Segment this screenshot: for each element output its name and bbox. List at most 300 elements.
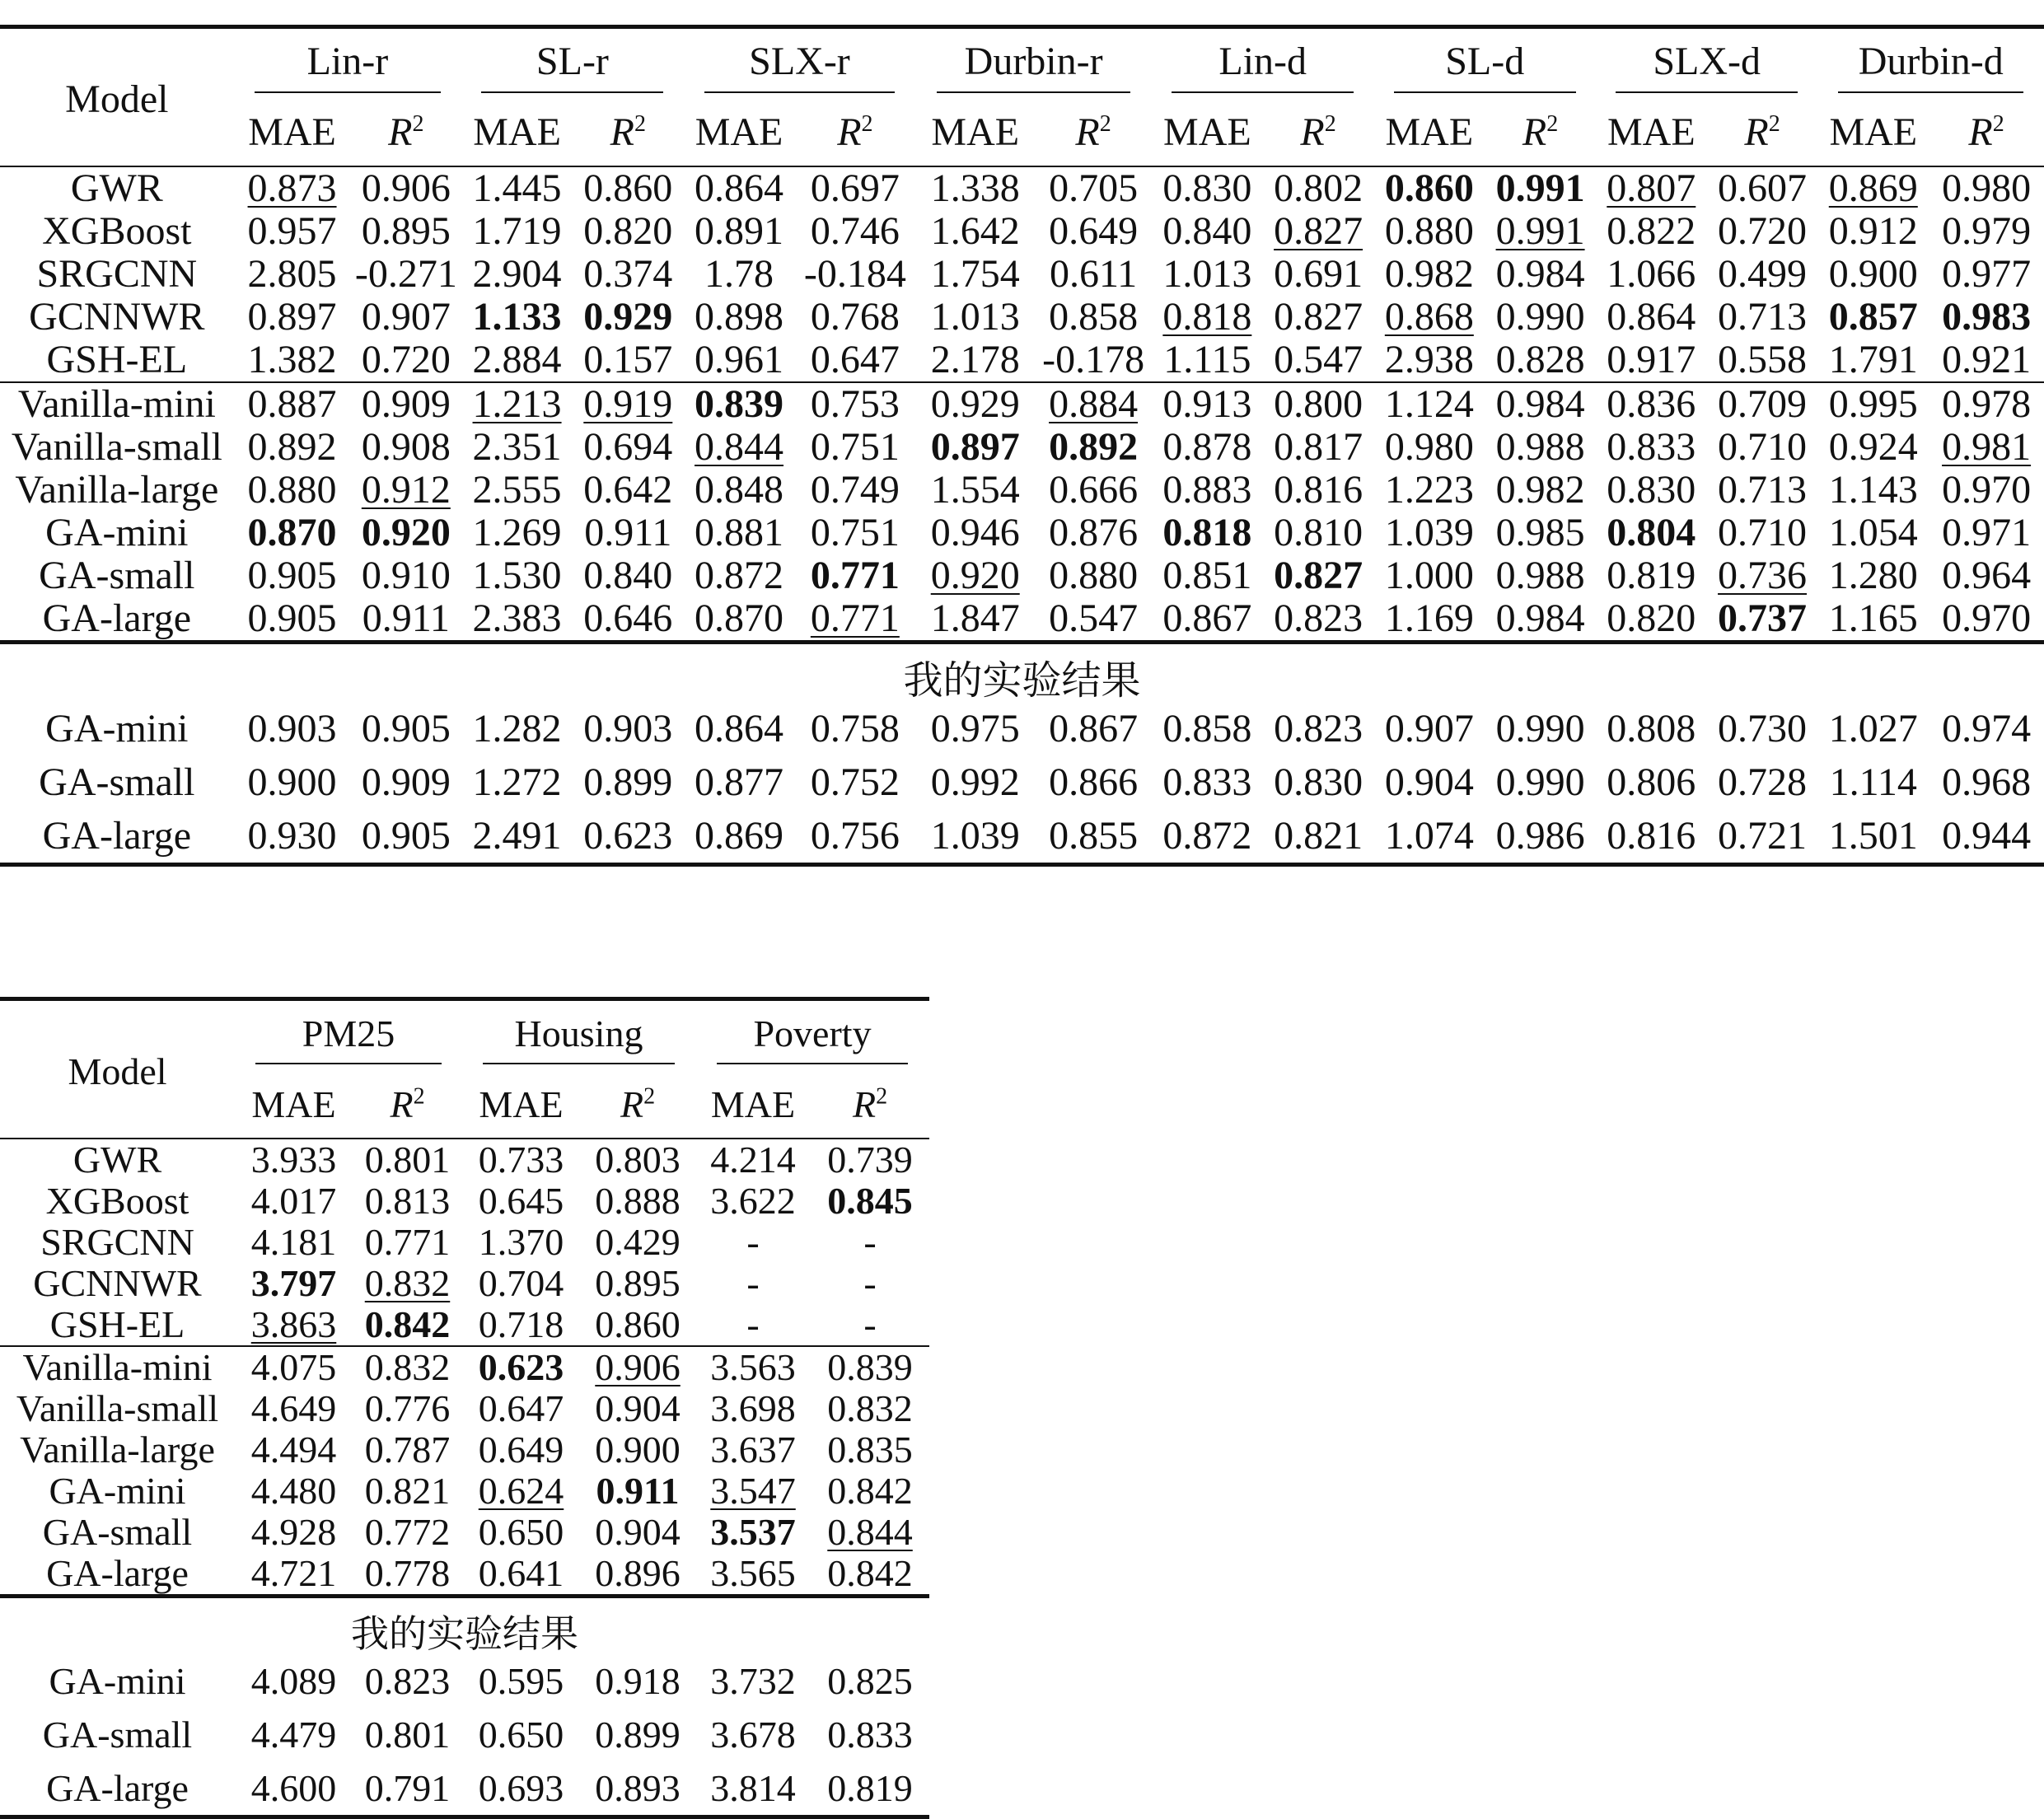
my-results-label-row (0, 1613, 929, 1654)
metric-value-cell: 4.480 (250, 1470, 337, 1512)
metric-value-cell: 0.808 (1607, 706, 1696, 751)
metric-value-cell: 0.558 (1718, 338, 1808, 381)
metric-value-cell: 1.501 (1817, 809, 1929, 865)
metric-value-cell: 1.280 (1828, 554, 1918, 597)
metric-value-cell: 0.968 (1942, 760, 2032, 804)
metric-value-cell: 0.832 (364, 1262, 451, 1304)
metric-value-cell: 0.820 (583, 209, 673, 253)
metric-value-cell: 0.905 (234, 597, 351, 643)
metric-value-cell: 0.904 (595, 1387, 681, 1429)
metric-value-cell: 0.995 (1817, 382, 1929, 426)
metric-value-cell: 0.897 (247, 295, 337, 339)
metric-value-cell: 1.054 (1828, 511, 1918, 554)
metric-header-mae: MAE (1607, 110, 1696, 154)
metric-value-cell: 0.718 (478, 1303, 564, 1345)
metric-value-cell: 0.988 (1495, 425, 1585, 469)
metric-value-cell: 0.957 (247, 209, 337, 253)
metric-value-cell: 0.649 (1049, 209, 1139, 253)
metric-value-cell: 1.272 (472, 760, 562, 804)
metric-value-cell: 0.907 (361, 295, 451, 339)
metric-value-cell: 1.282 (472, 706, 562, 751)
metric-value-cell: 0.990 (1495, 760, 1585, 804)
metric-value-cell: 0.869 (684, 809, 795, 865)
my-results-label: 我的实验结果 (351, 1611, 579, 1656)
metric-value-cell: 1.124 (1373, 382, 1485, 426)
table-row (0, 1708, 929, 1761)
table-row (0, 296, 2044, 339)
metric-value-cell: - (746, 1303, 760, 1345)
metric-value-cell: 0.908 (361, 425, 451, 469)
metric-value-cell: 1.115 (1163, 338, 1251, 381)
metric-header-r2: $R^2$ (1075, 110, 1111, 154)
metric-header-mae: MAE (931, 110, 1020, 154)
metric-value-cell: 0.650 (478, 1713, 564, 1756)
metric-value-cell: 0.900 (595, 1429, 681, 1471)
metric-header-mae: MAE (473, 110, 561, 154)
my-results-label: 我的实验结果 (903, 657, 1141, 704)
spacer-row (0, 643, 2044, 660)
metric-value-cell: 0.595 (478, 1659, 564, 1702)
metric-value-cell: 0.981 (1942, 425, 2032, 469)
metric-value-cell: 1.370 (478, 1221, 564, 1263)
table-row (0, 597, 2044, 643)
metric-value-cell: 1.338 (930, 166, 1020, 210)
metric-value-cell: 4.600 (235, 1761, 353, 1817)
metric-value-cell: 0.844 (695, 425, 784, 469)
metric-value-cell: 1.791 (1828, 338, 1918, 381)
metric-value-cell: 0.830 (1162, 166, 1252, 210)
metric-value-cell: 0.694 (583, 425, 673, 469)
metric-value-cell: 0.892 (1049, 425, 1139, 469)
table1-header-metrics (0, 100, 2044, 166)
metric-value-cell: 4.089 (250, 1659, 337, 1702)
metric-value-cell: 0.845 (827, 1180, 913, 1222)
metric-value-cell: 0.830 (1274, 760, 1363, 804)
metric-value-cell: 0.821 (364, 1470, 451, 1512)
metric-header-mae: MAE (248, 110, 336, 154)
metric-value-cell: 0.961 (695, 338, 784, 381)
metric-value-cell: 0.547 (1274, 338, 1363, 381)
metric-value-cell: 0.697 (810, 166, 900, 210)
metric-value-cell: 1.269 (472, 511, 562, 554)
metric-value-cell: 0.720 (1718, 209, 1808, 253)
metric-value-cell: 0.825 (827, 1659, 913, 1702)
metric-value-cell: 0.876 (1049, 511, 1139, 554)
metric-value-cell: 0.912 (1828, 209, 1918, 253)
metric-value-cell: 0.713 (1718, 468, 1808, 512)
metric-value-cell: 0.771 (810, 554, 900, 597)
metric-value-cell: 0.909 (361, 760, 451, 804)
model-column-header: Model (0, 999, 235, 1139)
metric-value-cell: 1.847 (915, 597, 1035, 643)
model-name-cell: Vanilla-small (11, 425, 222, 469)
model-name-cell: GA-mini (49, 1470, 186, 1512)
metric-value-cell: 1.013 (1162, 252, 1252, 296)
metric-value-cell: 0.910 (361, 554, 451, 597)
metric-header-mae: MAE (695, 110, 783, 154)
metric-value-cell: 2.555 (472, 468, 562, 512)
table-row (0, 166, 2044, 210)
metric-value-cell: 0.710 (1718, 511, 1808, 554)
model-name-cell: XGBoost (45, 1180, 189, 1222)
metric-value-cell: 0.983 (1942, 295, 2032, 339)
metric-value-cell: 0.749 (810, 468, 900, 512)
metric-value-cell: 0.907 (1384, 706, 1474, 751)
my-results-label-row (0, 659, 2044, 702)
metric-value-cell: 0.713 (1718, 295, 1808, 339)
results-table-real (0, 997, 929, 1819)
metric-value-cell: 1.013 (930, 295, 1020, 339)
metric-value-cell: 2.491 (461, 809, 573, 865)
table-row (0, 253, 2044, 296)
metric-value-cell: 0.930 (234, 809, 351, 865)
metric-value-cell: 0.911 (584, 511, 672, 554)
model-name-cell: Vanilla-small (16, 1387, 219, 1429)
metric-value-cell: 0.891 (695, 209, 784, 253)
metric-value-cell: 0.806 (1607, 760, 1696, 804)
metric-value-cell: 2.938 (1384, 338, 1474, 381)
metric-value-cell: 0.650 (478, 1511, 564, 1553)
metric-value-cell: 0.904 (595, 1511, 681, 1553)
metric-value-cell: 0.758 (810, 706, 900, 751)
metric-value-cell: 0.971 (1942, 511, 2032, 554)
metric-value-cell: 0.895 (361, 209, 451, 253)
metric-value-cell: 2.383 (461, 597, 573, 643)
metric-value-cell: 2.884 (472, 338, 562, 381)
metric-value-cell: 0.974 (1942, 706, 2032, 751)
metric-value-cell: 0.641 (462, 1553, 580, 1597)
metric-value-cell: 0.823 (1274, 706, 1363, 751)
metric-value-cell: - (746, 1221, 760, 1263)
table-row (0, 702, 2044, 755)
metric-value-cell: 0.827 (1274, 295, 1363, 339)
metric-value-cell: 0.827 (1274, 209, 1363, 253)
dataset-header-durbin-d: Durbin-d (1817, 27, 2044, 101)
metric-value-cell: 0.899 (595, 1713, 681, 1756)
metric-value-cell: 1.530 (472, 554, 562, 597)
metric-value-cell: 0.868 (1384, 295, 1474, 339)
metric-value-cell: 0.864 (1607, 295, 1696, 339)
metric-value-cell: 0.867 (1049, 706, 1139, 751)
metric-header-mae: MAE (710, 1083, 796, 1125)
metric-value-cell: 3.732 (710, 1659, 796, 1702)
metric-value-cell: 0.906 (580, 1346, 695, 1388)
metric-value-cell: 0.870 (247, 511, 337, 554)
metric-value-cell: 1.213 (461, 382, 573, 426)
metric-value-cell: 0.611 (1049, 252, 1138, 296)
metric-value-cell: 0.746 (810, 209, 900, 253)
metric-value-cell: 0.819 (1607, 554, 1696, 597)
metric-value-cell: 4.928 (250, 1511, 337, 1553)
metric-value-cell: 0.810 (1274, 511, 1363, 554)
metric-value-cell: 0.986 (1485, 809, 1596, 865)
model-name-cell: Vanilla-mini (0, 382, 234, 426)
metric-value-cell: 0.771 (364, 1221, 451, 1263)
results-table-synthetic (0, 25, 2044, 867)
metric-value-cell: 0.751 (810, 511, 900, 554)
model-column-header: Model (0, 27, 234, 167)
metric-value-cell: 0.893 (580, 1761, 695, 1817)
metric-value-cell: 0.920 (361, 511, 451, 554)
metric-value-cell: 4.214 (710, 1139, 796, 1181)
model-name-cell: GSH-EL (46, 338, 188, 381)
metric-value-cell: 0.819 (811, 1761, 929, 1817)
metric-value-cell: 0.860 (595, 1303, 681, 1345)
metric-value-cell: 0.840 (1162, 209, 1252, 253)
metric-value-cell: 0.873 (247, 166, 337, 210)
metric-value-cell: 0.787 (364, 1429, 451, 1471)
metric-header-r2: $R^2$ (610, 110, 646, 154)
metric-value-cell: 0.791 (353, 1761, 462, 1817)
metric-value-cell: 0.990 (1495, 295, 1585, 339)
metric-value-cell: 0.964 (1942, 554, 2032, 597)
metric-value-cell: 0.803 (595, 1139, 681, 1181)
metric-header-r2: $R^2$ (837, 110, 873, 154)
metric-value-cell: 0.866 (1049, 760, 1139, 804)
metric-value-cell: 4.479 (250, 1713, 337, 1756)
model-name-cell: GA-large (0, 809, 234, 865)
metric-value-cell: 0.666 (1049, 468, 1139, 512)
metric-value-cell: 0.982 (1384, 252, 1474, 296)
table-row (0, 382, 2044, 426)
model-name-cell: GA-small (42, 1511, 193, 1553)
metric-value-cell: 1.719 (472, 209, 562, 253)
table-row (0, 426, 2044, 469)
metric-header-r2: $R^2$ (620, 1083, 656, 1125)
metric-value-cell: 0.864 (695, 166, 784, 210)
metric-value-cell: 0.832 (353, 1346, 462, 1388)
dataset-header-durbin-r: Durbin-r (915, 27, 1152, 101)
metric-value-cell: 0.944 (1929, 809, 2044, 865)
metric-header-r2: $R^2$ (1300, 110, 1336, 154)
metric-value-cell: 0.913 (1152, 382, 1263, 426)
metric-value-cell: 1.066 (1607, 252, 1696, 296)
metric-value-cell: 0.992 (930, 760, 1020, 804)
model-name-cell: GA-mini (45, 706, 189, 751)
model-name-cell: GA-small (39, 554, 195, 597)
table-row (0, 210, 2044, 253)
metric-value-cell: 0.851 (1162, 554, 1252, 597)
metric-value-cell: 0.739 (827, 1139, 913, 1181)
metric-value-cell: 0.645 (478, 1180, 564, 1222)
metric-value-cell: 0.970 (1942, 468, 2032, 512)
model-name-cell: XGBoost (42, 209, 192, 253)
metric-value-cell: 0.752 (810, 760, 900, 804)
metric-value-cell: 0.918 (595, 1659, 681, 1702)
metric-value-cell: 0.736 (1718, 554, 1808, 597)
metric-value-cell: 0.710 (1718, 425, 1808, 469)
metric-value-cell: 0.903 (583, 706, 673, 751)
metric-value-cell: 0.820 (1596, 597, 1707, 643)
metric-value-cell: 0.705 (1049, 166, 1139, 210)
metric-value-cell: 0.880 (247, 468, 337, 512)
metric-value-cell: 0.840 (583, 554, 673, 597)
table-row (0, 339, 2044, 382)
metric-value-cell: 0.857 (1828, 295, 1918, 339)
table-row (0, 1654, 929, 1708)
metric-value-cell: 1.642 (930, 209, 1020, 253)
metric-value-cell: 0.801 (364, 1139, 451, 1181)
metric-value-cell: 1.114 (1829, 760, 1917, 804)
metric-value-cell: 1.754 (930, 252, 1020, 296)
metric-value-cell: 0.898 (695, 295, 784, 339)
metric-value-cell: 0.984 (1485, 597, 1596, 643)
metric-value-cell: 0.980 (1384, 425, 1474, 469)
metric-value-cell: 0.751 (810, 425, 900, 469)
metric-value-cell: 4.721 (235, 1553, 353, 1597)
model-name-cell: Vanilla-large (15, 468, 219, 512)
metric-value-cell: 0.919 (573, 382, 684, 426)
model-name-cell: GCNNWR (33, 1262, 202, 1304)
table-row (0, 554, 2044, 597)
metric-value-cell: 0.855 (1035, 809, 1152, 865)
model-name-cell: GA-mini (45, 511, 189, 554)
metric-value-cell: 0.990 (1495, 706, 1585, 751)
model-name-cell: GA-small (39, 760, 195, 804)
metric-value-cell: 2.351 (472, 425, 562, 469)
metric-value-cell: 0.801 (364, 1713, 451, 1756)
metric-value-cell: 3.933 (250, 1139, 337, 1181)
metric-value-cell: 0.921 (1942, 338, 2032, 381)
metric-value-cell: 0.892 (247, 425, 337, 469)
metric-value-cell: 0.899 (583, 760, 673, 804)
metric-value-cell: 0.728 (1718, 760, 1808, 804)
metric-value-cell: 3.814 (695, 1761, 811, 1817)
dataset-header-pm25: PM25 (235, 999, 462, 1073)
metric-value-cell: 0.896 (580, 1553, 695, 1597)
metric-value-cell: 1.554 (930, 468, 1020, 512)
metric-value-cell: 0.771 (794, 597, 915, 643)
metric-value-cell: 0.880 (1384, 209, 1474, 253)
metric-value-cell: 0.623 (462, 1346, 580, 1388)
table-row (0, 1388, 929, 1429)
metric-value-cell: 0.832 (827, 1387, 913, 1429)
metric-value-cell: 0.839 (684, 382, 795, 426)
table-row (0, 1512, 929, 1553)
metric-value-cell: 0.646 (573, 597, 684, 643)
metric-value-cell: 0.642 (583, 468, 673, 512)
metric-value-cell: 4.017 (250, 1180, 337, 1222)
metric-value-cell: 0.869 (1828, 166, 1918, 210)
metric-value-cell: 2.904 (472, 252, 562, 296)
metric-value-cell: 0.883 (1162, 468, 1252, 512)
metric-value-cell: 0.878 (1162, 425, 1252, 469)
metric-header-mae: MAE (1163, 110, 1251, 154)
metric-value-cell: 0.980 (1942, 166, 2032, 210)
metric-value-cell: 1.027 (1828, 706, 1918, 751)
table-row (0, 1139, 929, 1181)
metric-value-cell: 0.721 (1707, 809, 1818, 865)
metric-value-cell: 0.709 (1707, 382, 1818, 426)
metric-value-cell: 0.970 (1929, 597, 2044, 643)
metric-value-cell: 0.647 (478, 1387, 564, 1429)
dataset-header-slx-r: SLX-r (684, 27, 916, 101)
metric-header-mae: MAE (1829, 110, 1918, 154)
metric-value-cell: 0.693 (462, 1761, 580, 1817)
metric-value-cell: 0.833 (1162, 760, 1252, 804)
table2-header-datasets (0, 999, 929, 1073)
metric-value-cell: 0.991 (1495, 209, 1585, 253)
metric-value-cell: 0.929 (583, 295, 673, 339)
metric-value-cell: 0.978 (1929, 382, 2044, 426)
metric-value-cell: 0.800 (1263, 382, 1374, 426)
model-name-cell: SRGCNN (40, 1221, 194, 1263)
metric-value-cell: 3.678 (710, 1713, 796, 1756)
metric-value-cell: 0.905 (361, 706, 451, 751)
model-name-cell: GCNNWR (29, 295, 205, 339)
dataset-header-housing: Housing (462, 999, 695, 1073)
metric-value-cell: 1.000 (1384, 554, 1474, 597)
metric-value-cell: 2.805 (247, 252, 337, 296)
metric-value-cell: 0.917 (1607, 338, 1696, 381)
table-row (0, 1429, 929, 1471)
metric-value-cell: - (863, 1262, 877, 1304)
metric-value-cell: 0.756 (794, 809, 915, 865)
metric-value-cell: 0.807 (1607, 166, 1696, 210)
metric-value-cell: 0.929 (915, 382, 1035, 426)
metric-value-cell: 0.842 (811, 1553, 929, 1597)
metric-value-cell: 0.909 (350, 382, 461, 426)
metric-value-cell: 0.833 (827, 1713, 913, 1756)
metric-value-cell: - (863, 1303, 877, 1345)
table-row (0, 469, 2044, 512)
metric-value-cell: 0.860 (1384, 166, 1474, 210)
metric-value-cell: 0.864 (695, 706, 784, 751)
dataset-header-slx-d: SLX-d (1596, 27, 1817, 101)
metric-value-cell: 0.821 (1263, 809, 1374, 865)
metric-value-cell: 0.768 (810, 295, 900, 339)
model-name-cell: SRGCNN (36, 252, 198, 296)
metric-value-cell: 0.836 (1596, 382, 1707, 426)
metric-value-cell: 3.537 (710, 1511, 796, 1553)
metric-header-r2: $R^2$ (1968, 110, 2004, 154)
metric-header-r2: $R^2$ (852, 1083, 888, 1125)
metric-value-cell: 4.649 (250, 1387, 337, 1429)
metric-value-cell: 3.565 (695, 1553, 811, 1597)
metric-value-cell: -0.184 (803, 252, 906, 296)
table-row (0, 1761, 929, 1817)
dataset-header-sl-d: SL-d (1373, 27, 1595, 101)
table-row (0, 1304, 929, 1346)
metric-value-cell: 0.911 (350, 597, 461, 643)
spacer-row (0, 1597, 929, 1614)
metric-value-cell: 0.911 (596, 1470, 680, 1512)
metric-value-cell: 1.445 (472, 166, 562, 210)
dataset-header-lin-r: Lin-r (234, 27, 462, 101)
metric-value-cell: 0.858 (1049, 295, 1139, 339)
metric-value-cell: 1.169 (1373, 597, 1485, 643)
metric-value-cell: 2.178 (930, 338, 1020, 381)
metric-value-cell: 0.880 (1049, 554, 1139, 597)
metric-value-cell: 3.563 (695, 1346, 811, 1388)
metric-value-cell: 0.895 (595, 1262, 681, 1304)
metric-value-cell: 0.842 (827, 1470, 913, 1512)
metric-value-cell: 0.830 (1607, 468, 1696, 512)
metric-header-r2: $R^2$ (390, 1083, 425, 1125)
metric-value-cell: 0.772 (364, 1511, 451, 1553)
metric-value-cell: 1.074 (1373, 809, 1485, 865)
metric-value-cell: 0.547 (1035, 597, 1152, 643)
metric-value-cell: 0.900 (247, 760, 337, 804)
dataset-header-lin-d: Lin-d (1152, 27, 1373, 101)
table-row (0, 1346, 929, 1388)
metric-header-mae: MAE (1385, 110, 1474, 154)
metric-value-cell: 0.979 (1942, 209, 2032, 253)
metric-value-cell: 1.133 (472, 295, 562, 339)
table-row (0, 1553, 929, 1597)
metric-header-mae: MAE (479, 1083, 564, 1125)
metric-value-cell: 0.624 (478, 1470, 564, 1512)
